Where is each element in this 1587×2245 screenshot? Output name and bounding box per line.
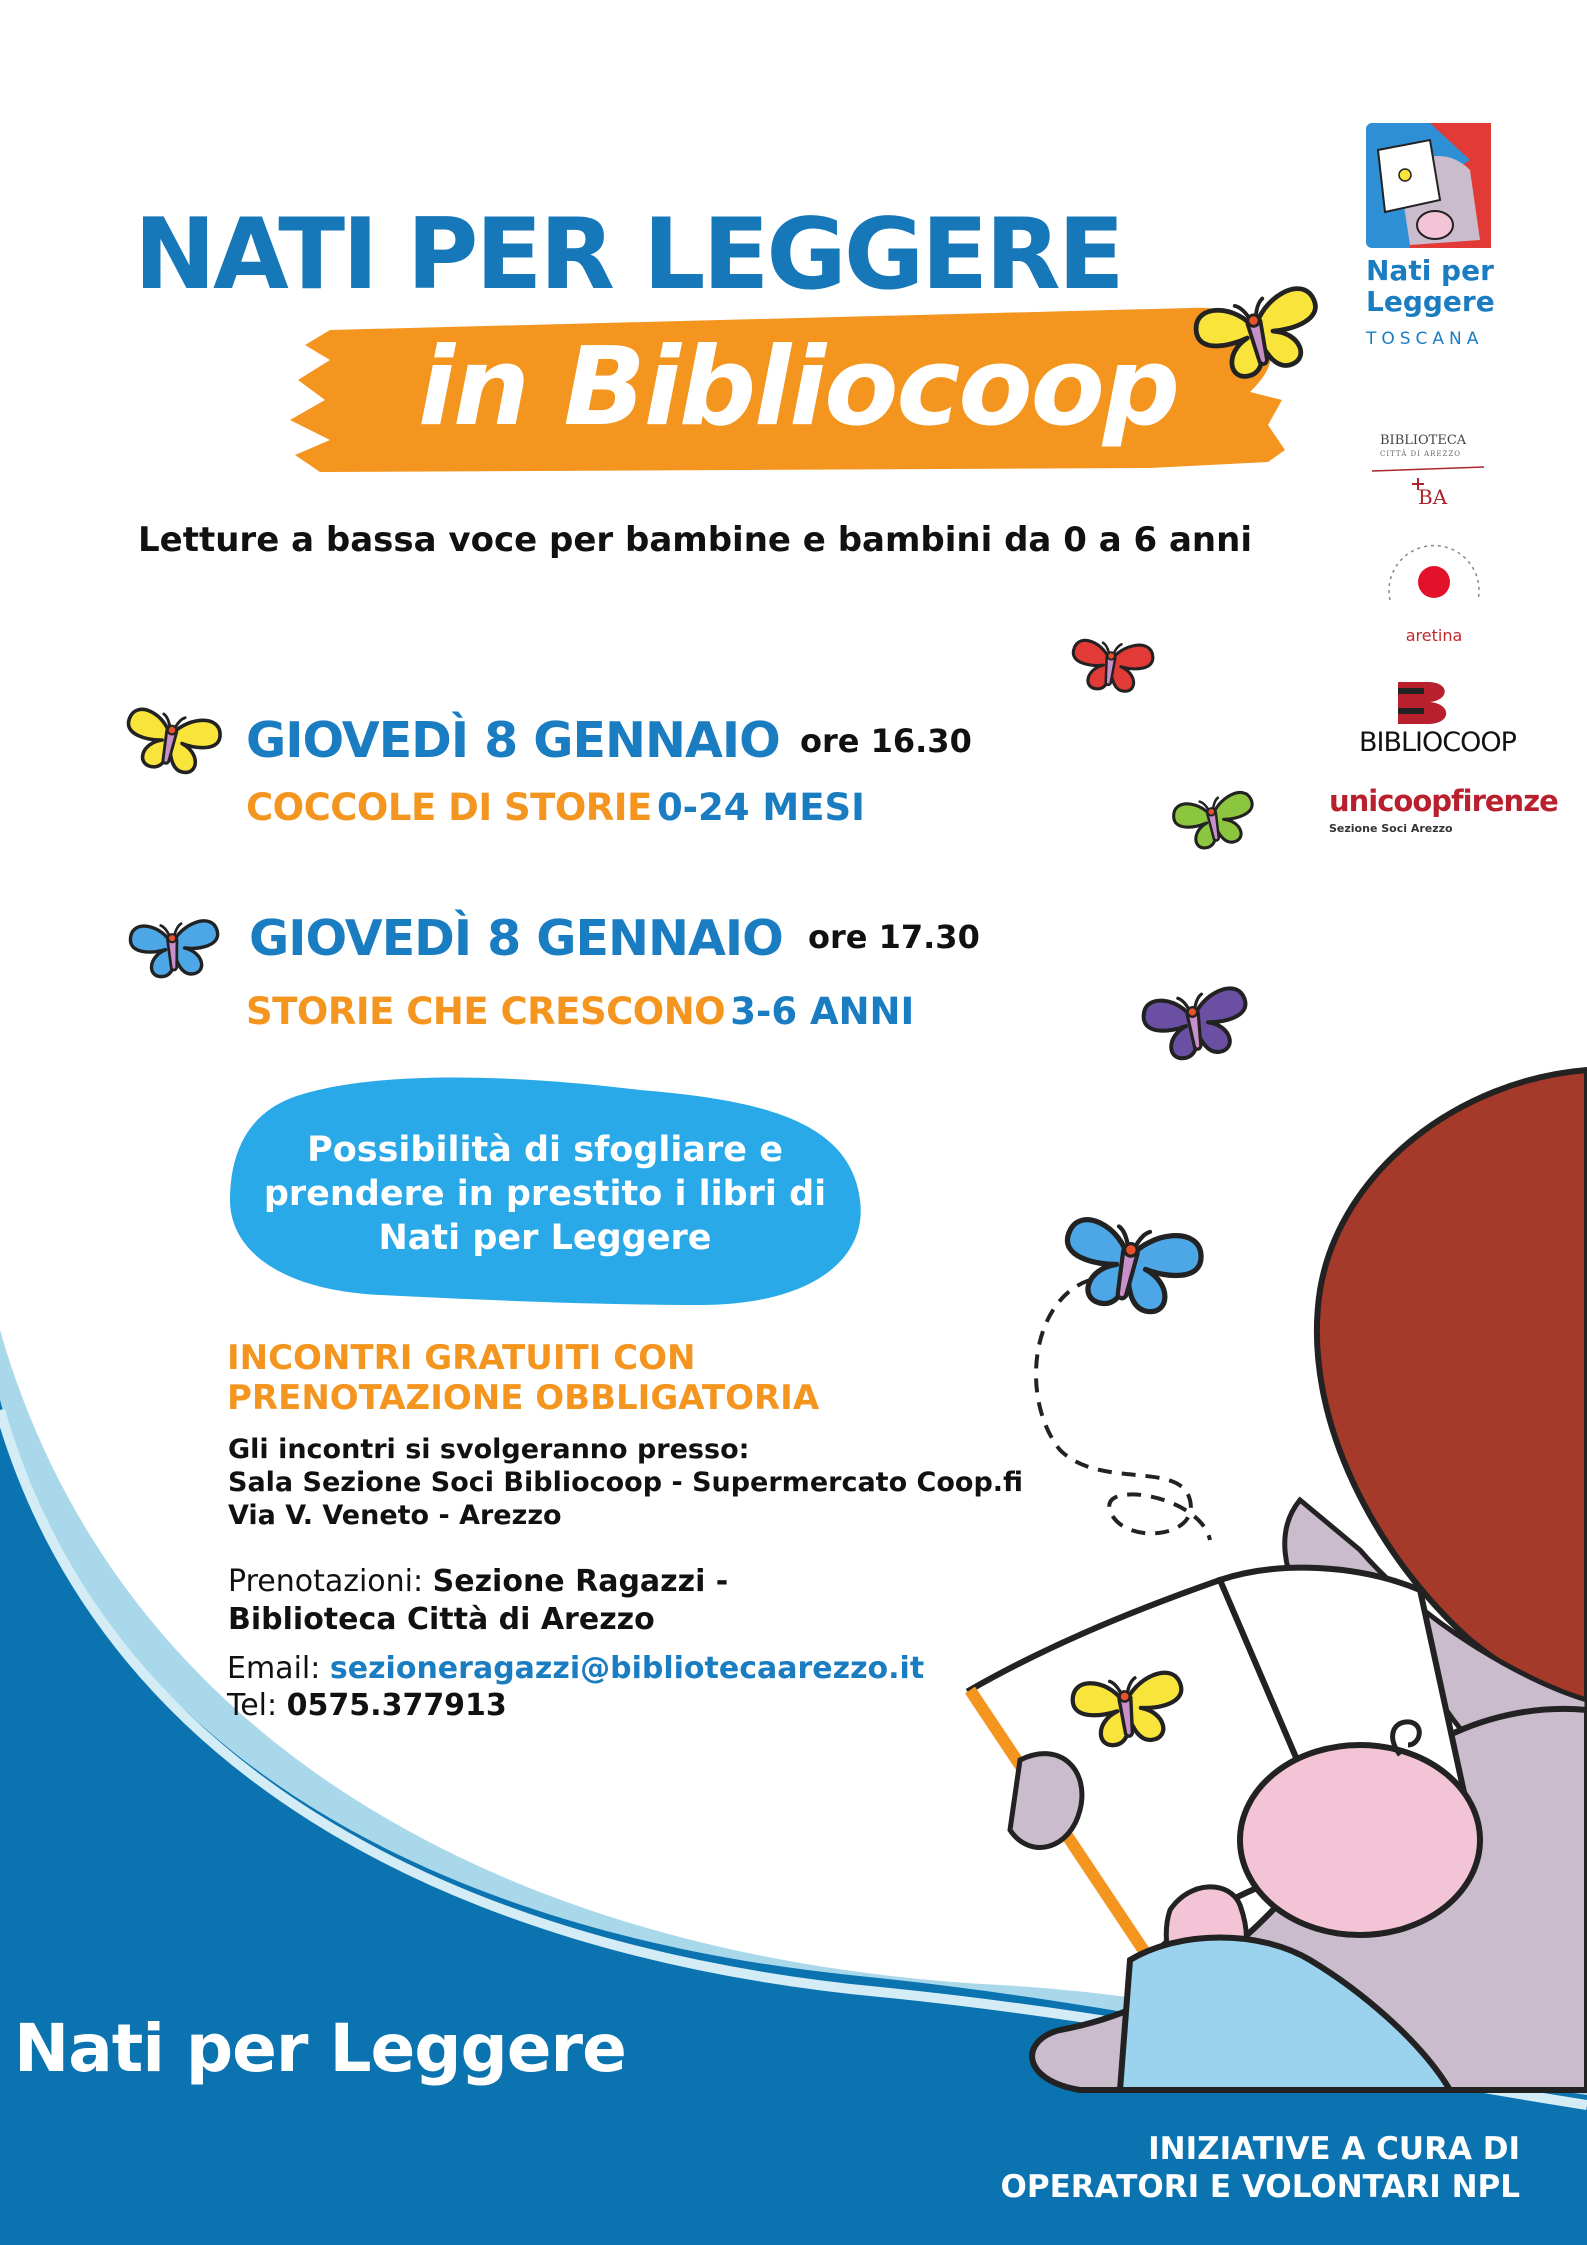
event-1-title bbox=[246, 786, 865, 829]
free-booking-notice bbox=[227, 1338, 819, 1418]
unicoop-logo-text: unicoopfirenze bbox=[1329, 784, 1558, 818]
poster-subtitle: Letture a bassa voce per bambine e bambini da 0 a 6 anni bbox=[138, 520, 1252, 560]
rete-documentaria-logo bbox=[1389, 546, 1479, 645]
event-2-age: 3-6 ANNI bbox=[730, 990, 915, 1033]
butterfly-red-icon bbox=[1070, 639, 1154, 693]
booking-label: Prenotazioni: bbox=[228, 1564, 433, 1599]
footer-credit-line-1: INIZIATIVE A CURA DI bbox=[1148, 2131, 1520, 2167]
ba-logo-line bbox=[1372, 467, 1484, 471]
event-2-name: STORIE CHE CRESCONO bbox=[246, 990, 726, 1033]
butterfly-event2-blue-icon bbox=[129, 920, 221, 979]
svg-text:aretina: aretina bbox=[1405, 626, 1463, 645]
event-2-title bbox=[246, 990, 914, 1033]
cloud-line-1: Possibilità di sfogliare e bbox=[307, 1130, 783, 1170]
unicoop-logo-sub: Sezione Soci Arezzo bbox=[1329, 822, 1453, 835]
butterfly-event1-yellow-icon bbox=[122, 707, 223, 777]
event-2-date: GIOVEDÌ 8 GENNAIO bbox=[249, 910, 783, 967]
tel-label: Tel: bbox=[227, 1688, 287, 1723]
free-line-2: PRENOTAZIONE OBBLIGATORIA bbox=[227, 1378, 820, 1418]
footer-brand: Nati per Leggere bbox=[14, 2010, 626, 2087]
butterfly-purple-icon bbox=[1141, 986, 1253, 1064]
npl-toscana-logo-text bbox=[1366, 255, 1495, 317]
cloud-line-3: Nati per Leggere bbox=[378, 1218, 712, 1258]
booking-value-2: Biblioteca Città di Arezzo bbox=[228, 1602, 655, 1637]
biblioteca-logo-mark: BA bbox=[1418, 485, 1448, 509]
biblioteca-logo-city: CITTÀ DI AREZZO bbox=[1380, 450, 1461, 458]
email-link[interactable]: sezioneragazzi@bibliotecaarezzo.it bbox=[329, 1651, 925, 1686]
event-1-time: ore 16.30 bbox=[800, 722, 972, 760]
reading-mother-child-illustration bbox=[970, 1070, 1587, 2090]
poster-title: NATI PER LEGGERE bbox=[134, 198, 1122, 312]
cloud-message bbox=[230, 1128, 860, 1260]
venue-line-2: Sala Sezione Soci Bibliocoop - Supermercato Coop.fi bbox=[228, 1467, 1024, 1498]
event-1-age: 0-24 MESI bbox=[656, 786, 865, 829]
contact-info bbox=[227, 1650, 924, 1724]
booking-value-1: Sezione Ragazzi - bbox=[432, 1564, 729, 1599]
event-1-date: GIOVEDÌ 8 GENNAIO bbox=[246, 712, 780, 769]
email-label: Email: bbox=[227, 1651, 330, 1686]
npl-logo-line-1: Nati per bbox=[1366, 254, 1494, 287]
poster-title-subline: in Bibliocoop bbox=[418, 325, 1179, 450]
tel-value: 0575.377913 bbox=[286, 1688, 507, 1723]
npl-logo-line-2: Leggere bbox=[1366, 285, 1495, 318]
booking-info bbox=[228, 1563, 728, 1639]
butterfly-big-blue-icon bbox=[1057, 1217, 1204, 1319]
free-line-1: INCONTRI GRATUITI CON bbox=[227, 1338, 696, 1378]
venue-info bbox=[228, 1433, 1023, 1532]
venue-line-1: Gli incontri si svolgeranno presso: bbox=[228, 1434, 750, 1465]
npl-toscana-logo-image bbox=[1366, 123, 1491, 248]
event-1-name: COCCOLE DI STORIE bbox=[246, 786, 652, 829]
bibliocoop-mark bbox=[1398, 682, 1446, 724]
biblioteca-logo-text: BIBLIOTECA bbox=[1380, 433, 1467, 448]
npl-logo-region: TOSCANA bbox=[1366, 329, 1484, 349]
footer-credit-line-2: OPERATORI E VOLONTARI NPL bbox=[1000, 2169, 1520, 2205]
cloud-line-2: prendere in prestito i libri di bbox=[263, 1174, 827, 1214]
footer-credit bbox=[900, 2130, 1520, 2206]
venue-line-3: Via V. Veneto - Arezzo bbox=[228, 1500, 562, 1531]
butterfly-green-icon bbox=[1171, 790, 1259, 853]
bibliocoop-logo-text: BIBLIOCOOP bbox=[1359, 727, 1516, 758]
event-2-time: ore 17.30 bbox=[808, 918, 980, 956]
